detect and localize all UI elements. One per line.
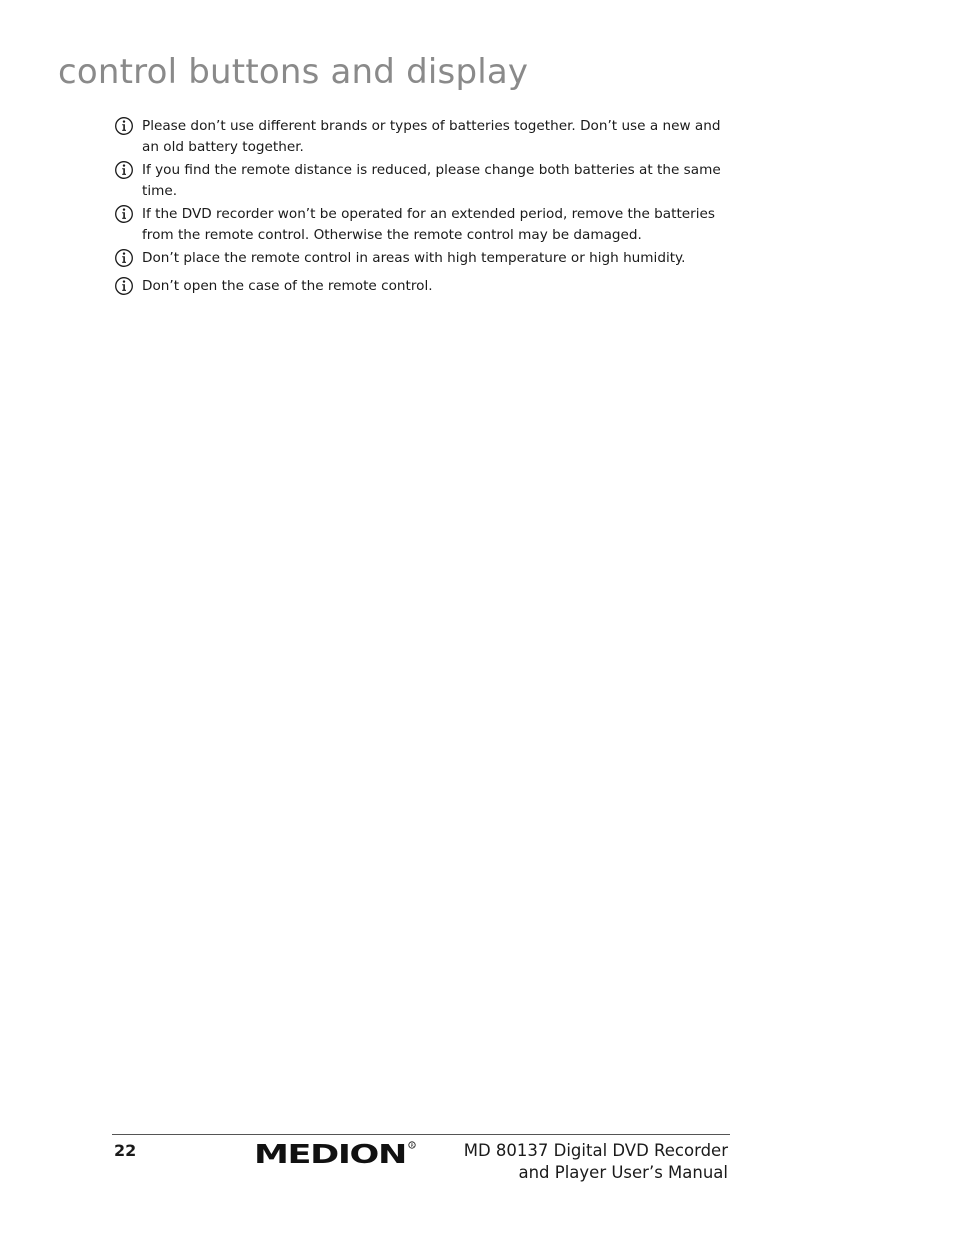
info-icon xyxy=(114,116,134,136)
notes-list xyxy=(114,116,734,299)
footer-divider xyxy=(112,1134,730,1135)
svg-text:R: R xyxy=(410,1143,414,1149)
page-title: control buttons and display xyxy=(58,52,529,92)
note-text: If the DVD recorder won’t be operated for an extended period, remove the batteries from the remote control. Otherwise the remote control may be damaged. xyxy=(142,206,715,243)
note-item xyxy=(114,248,734,269)
note-text: Don’t open the case of the remote control. xyxy=(142,277,433,294)
info-icon xyxy=(114,248,134,268)
note-item xyxy=(114,160,734,201)
note-item xyxy=(114,204,734,245)
brand-logo xyxy=(252,1140,418,1166)
info-icon xyxy=(114,160,134,180)
info-icon xyxy=(114,276,134,296)
note-text: Don’t place the remote control in areas with high temperature or high humidity. xyxy=(142,250,686,266)
manual-title-line-1: MD 80137 Digital DVD Recorder xyxy=(463,1141,728,1160)
brand-logo-text: MEDION xyxy=(254,1140,406,1166)
manual-title xyxy=(464,1140,728,1184)
note-item xyxy=(114,116,734,157)
note-item xyxy=(114,276,734,297)
page-number: 22 xyxy=(114,1141,137,1160)
note-text: Please don’t use different brands or types of batteries together. Don’t use a new and an old battery together. xyxy=(142,118,721,155)
info-icon xyxy=(114,204,134,224)
manual-title-line-2: and Player User’s Manual xyxy=(518,1163,728,1182)
note-text: If you find the remote distance is reduced, please change both batteries at the same time. xyxy=(142,162,721,199)
